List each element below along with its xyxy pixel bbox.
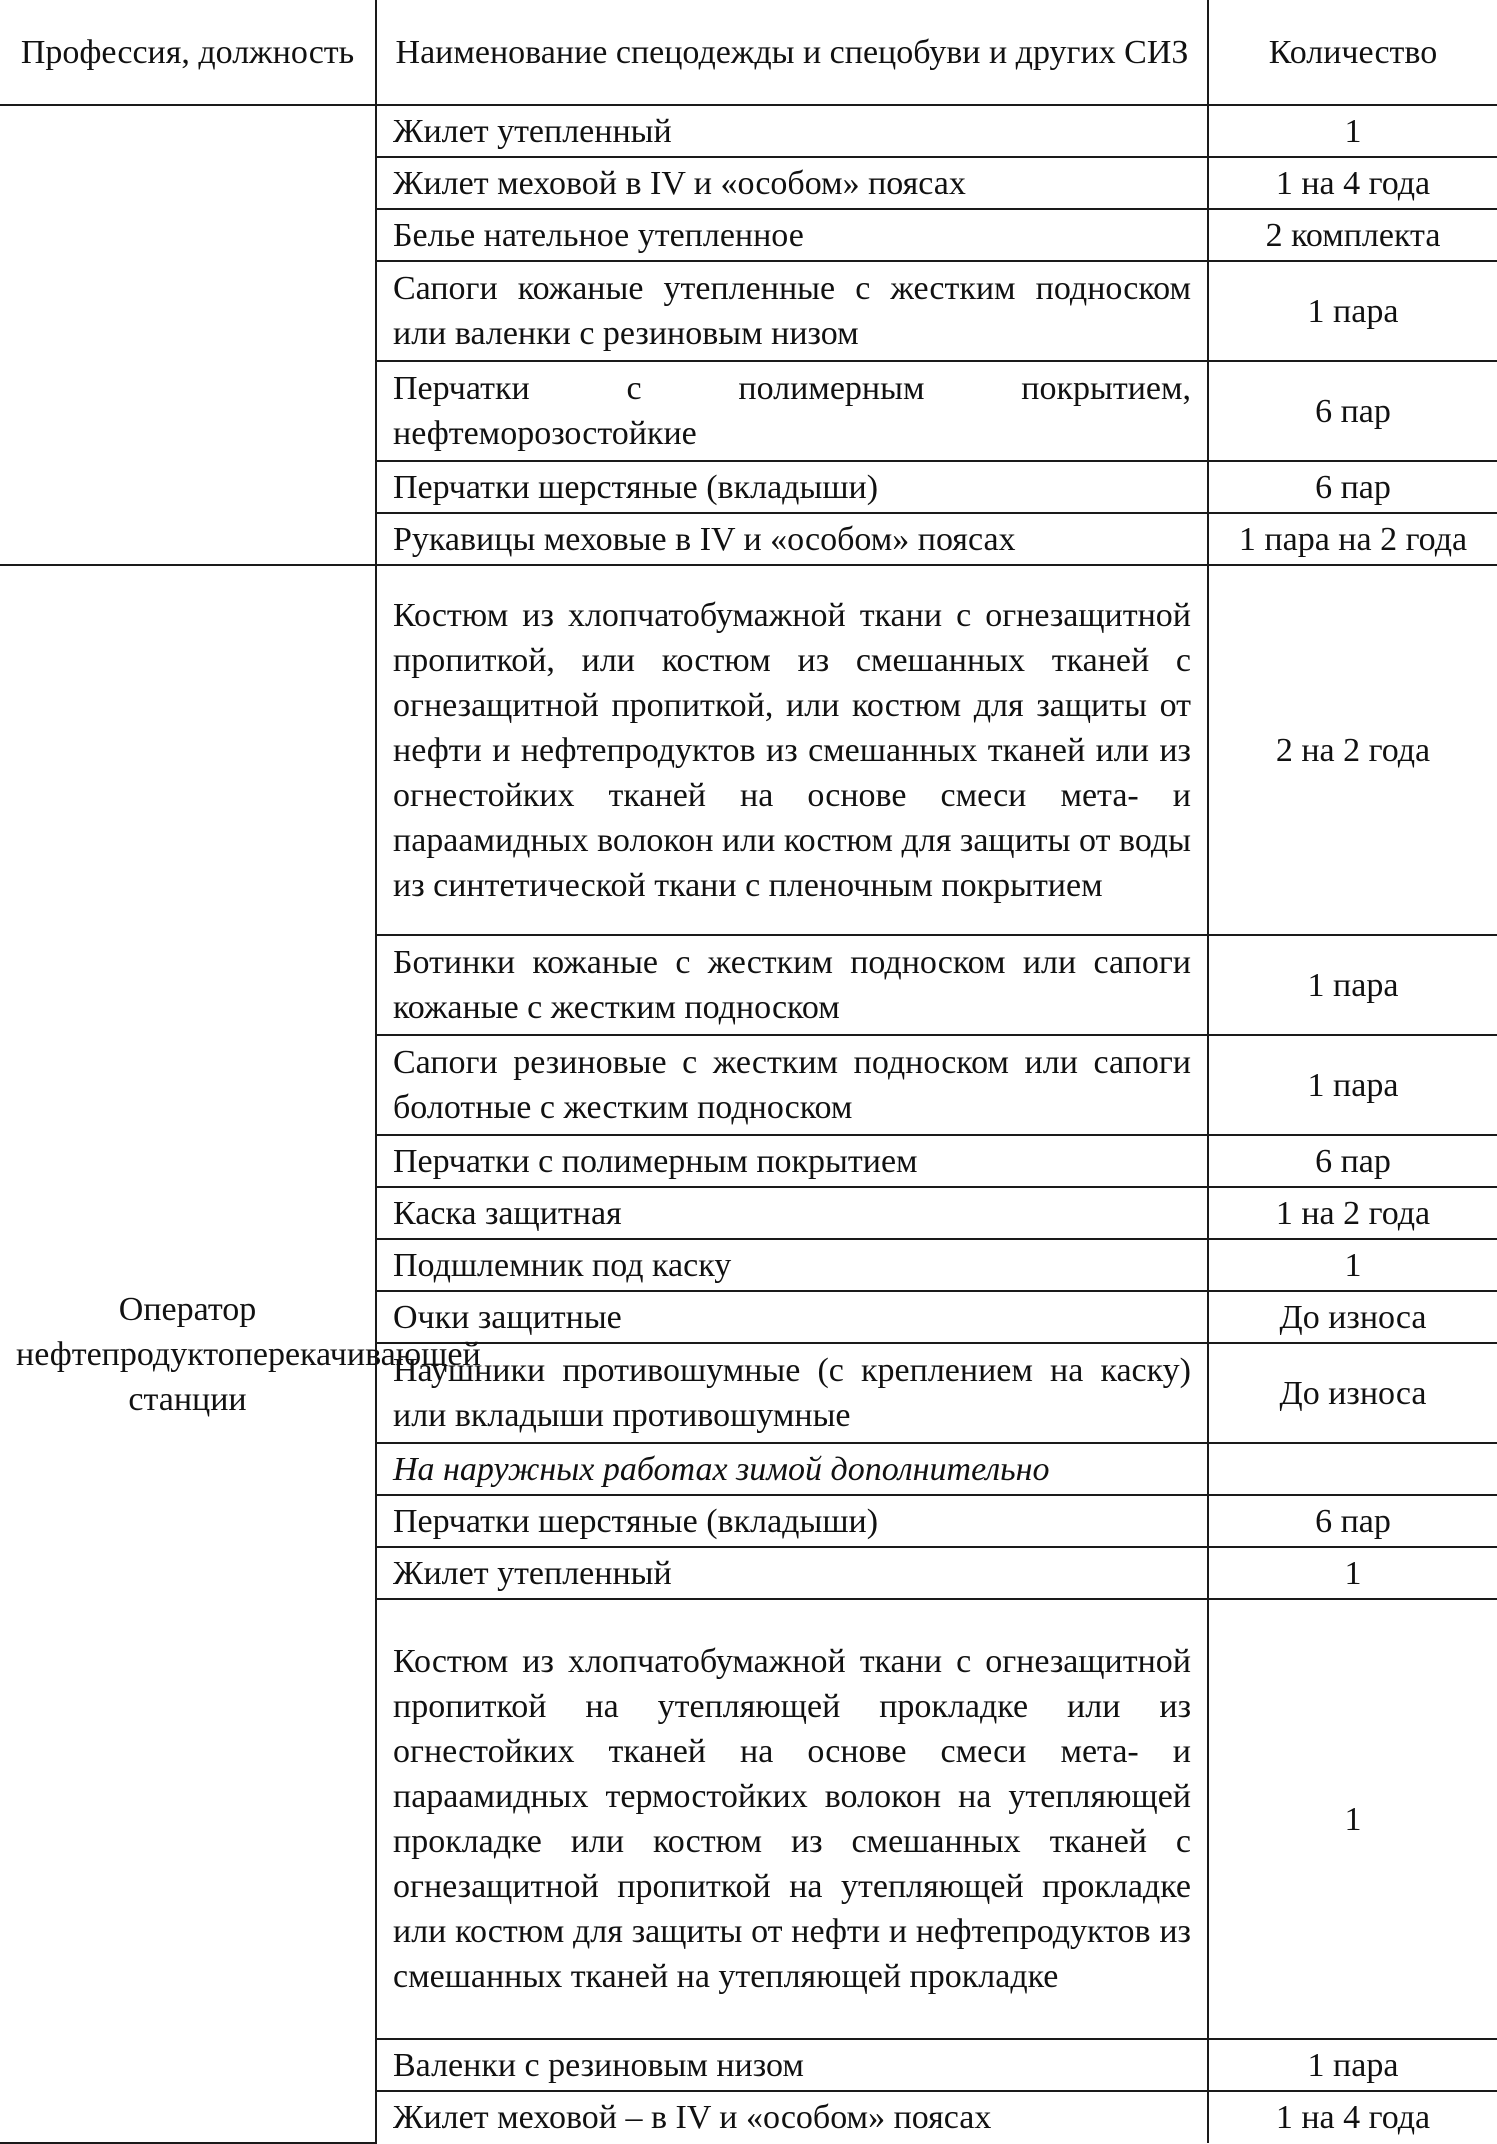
table-row (0, 105, 1497, 157)
quantity-cell: 6 пар (1208, 461, 1497, 513)
quantity-cell: 1 (1208, 105, 1497, 157)
item-cell: Жилет утепленный (376, 105, 1208, 157)
quantity-cell: 6 пар (1208, 361, 1497, 461)
quantity-cell: До износа (1208, 1291, 1497, 1343)
quantity-cell: 6 пар (1208, 1135, 1497, 1187)
quantity-cell: 1 (1208, 1547, 1497, 1599)
item-cell: Перчатки шерстяные (вкладыши) (376, 461, 1208, 513)
item-cell: Перчатки шерстяные (вкладыши) (376, 1495, 1208, 1547)
item-cell: Рукавицы меховые в IV и «особом» поясах (376, 513, 1208, 565)
quantity-cell (1208, 1443, 1497, 1495)
quantity-cell: 1 (1208, 1239, 1497, 1291)
item-cell: На наружных работах зимой дополнительно (376, 1443, 1208, 1495)
quantity-cell: 2 комплекта (1208, 209, 1497, 261)
item-cell: Костюм из хлопчатобумажной ткани с огнезащитной пропиткой, или костюм из смешанных тканей с огнезащитной пропиткой, или костюм для защиты от нефти и нефтепродуктов из смешанных тканей или из огнестойких тканей на основе смеси мета- и параамидных волокон или костюм для защиты от воды из синтетической ткани с пленочным покрытием (376, 565, 1208, 935)
item-cell: Перчатки с полимерным покрытием (376, 1135, 1208, 1187)
header-quantity: Количество (1208, 0, 1497, 105)
item-cell: Ботинки кожаные с жестким подноском или сапоги кожаные с жестким подноском (376, 935, 1208, 1035)
item-cell: Подшлемник под каску (376, 1239, 1208, 1291)
quantity-cell: 1 на 4 года (1208, 2091, 1497, 2143)
header-row (0, 0, 1497, 105)
quantity-cell: 1 на 4 года (1208, 157, 1497, 209)
profession-cell: Оператор нефтепродуктоперекачивающей станции (0, 565, 376, 2143)
quantity-cell: До износа (1208, 1343, 1497, 1443)
quantity-cell: 1 пара (1208, 1035, 1497, 1135)
header-profession: Профессия, должность (0, 0, 376, 105)
quantity-cell: 6 пар (1208, 1495, 1497, 1547)
item-cell: Валенки с резиновым низом (376, 2039, 1208, 2091)
item-cell: Жилет утепленный (376, 1547, 1208, 1599)
quantity-cell: 1 пара на 2 года (1208, 513, 1497, 565)
item-cell: Наушники противошумные (с креплением на каску) или вкладыши противошумные (376, 1343, 1208, 1443)
profession-cell (0, 105, 376, 565)
quantity-cell: 1 пара (1208, 2039, 1497, 2091)
item-cell: Жилет меховой в IV и «особом» поясах (376, 157, 1208, 209)
item-cell: Сапоги кожаные утепленные с жестким подноском или валенки с резиновым низом (376, 261, 1208, 361)
table-row (0, 565, 1497, 935)
header-item: Наименование спецодежды и спецобуви и других СИЗ (376, 0, 1208, 105)
item-cell: Белье нательное утепленное (376, 209, 1208, 261)
item-cell: Костюм из хлопчатобумажной ткани с огнезащитной пропиткой на утепляющей прокладке или из огнестойких тканей на основе смеси мета- и параамидных термостойких волокон на утепляющей прокладке или костюм из смешанных тканей с огнезащитной пропиткой на утепляющей прокладке или костюм для защиты от нефти и нефтепродуктов из смешанных тканей на утепляющей прокладке (376, 1599, 1208, 2039)
quantity-cell: 1 на 2 года (1208, 1187, 1497, 1239)
quantity-cell: 1 (1208, 1599, 1497, 2039)
item-cell: Каска защитная (376, 1187, 1208, 1239)
item-cell: Очки защитные (376, 1291, 1208, 1343)
table-body (0, 105, 1497, 2143)
quantity-cell: 1 пара (1208, 935, 1497, 1035)
item-cell: Жилет меховой – в IV и «особом» поясах (376, 2091, 1208, 2143)
item-cell: Сапоги резиновые с жестким подноском или сапоги болотные с жестким подноском (376, 1035, 1208, 1135)
quantity-cell: 1 пара (1208, 261, 1497, 361)
item-cell: Перчатки с полимерным покрытием, нефтеморозостойкие (376, 361, 1208, 461)
quantity-cell: 2 на 2 года (1208, 565, 1497, 935)
